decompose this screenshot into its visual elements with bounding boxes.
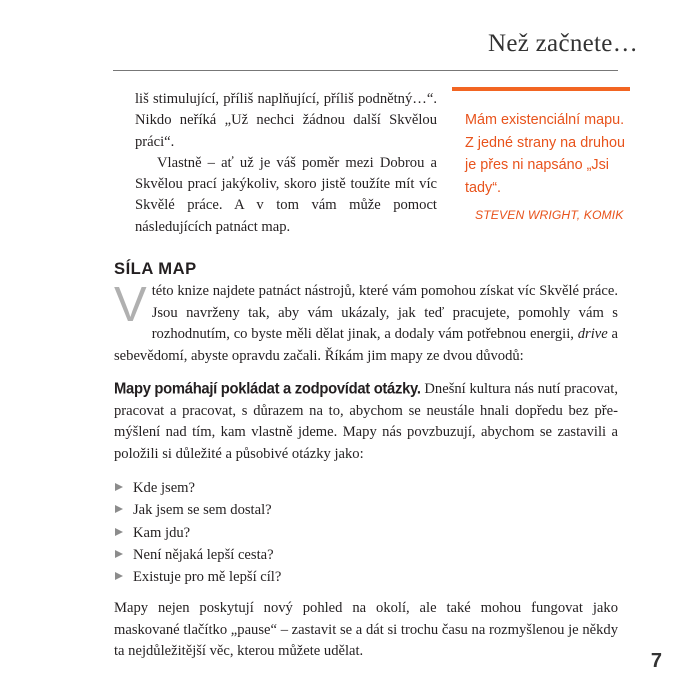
- list-item: Kam jdu?: [114, 522, 618, 544]
- paragraph-2-text: Dnešní kultura nás nutí pracovat, pracovat a pracovat, s důrazem na to, abychom se neustále hnali dopředu bez přemýšlení nad tím, kam vlastně jdeme. Mapy nás povzbuzují, abychom se zastavili a položili si důležité a působivé otázky jako:: [114, 381, 618, 462]
- triangle-bullet-icon: [115, 483, 123, 491]
- intro-paragraph-1: liš stimulující, příliš naplňující, příliš podnětný…“. Nikdo neříká „Už nechci žádnou další Skvělou práci“.: [135, 91, 437, 150]
- quote-author: STEVEN WRIGHT, KOMIK: [475, 208, 624, 222]
- italic-word: drive: [577, 326, 608, 342]
- drop-cap: V: [114, 278, 147, 332]
- triangle-bullet-icon: [115, 550, 123, 558]
- triangle-bullet-icon: [115, 528, 123, 536]
- quote-text: Mám existenciální mapu. Z jedné strany na druhou je přes ni napsáno „Jsi tady“.: [465, 112, 625, 196]
- paragraph-lead-in: Mapy pomáhají pokládat a zodpovídat otázky.: [114, 380, 421, 398]
- section-paragraph-3: Mapy nejen poskytují nový pohled na okolí, ale také mohou fungovat jako maskované tlačítko „pause“ – zastavit se a dát si trochu času na rozmyšlenou je někdy ta nejdůležitější věc, kterou můžete udělat.: [114, 600, 618, 660]
- section-heading: SÍLA MAP: [114, 259, 197, 278]
- page-number: 7: [650, 650, 662, 672]
- header-rule: [113, 70, 618, 71]
- section-body: [114, 278, 618, 663]
- triangle-bullet-icon: [115, 505, 123, 513]
- intro-column: [135, 89, 437, 238]
- running-head-title: Než začnete…: [487, 30, 638, 57]
- intro-paragraph-2: Vlastně – ať už je váš poměr mezi Dobrou a Skvělou prací jakýkoliv, skoro jistě toužíte mít víc Skvělé práce. A v tom vám může pomoct následujících patnáct map.: [135, 154, 437, 235]
- list-item: Existuje pro mě lepší cíl?: [114, 566, 618, 588]
- list-item: Není nějaká lepší cesta?: [114, 544, 618, 566]
- list-item: Kde jsem?: [114, 477, 618, 499]
- section-paragraph-2: [114, 379, 618, 465]
- sidebar-quote: [452, 87, 630, 222]
- triangle-bullet-icon: [115, 572, 123, 580]
- section-paragraph-1: [114, 278, 618, 367]
- paragraph-1-text: této knize najdete patnáct nástrojů, které vám pomohou získat víc Skvělé práce. Jsou navrženy tak, aby vám ukázaly, jak teď pracujete, pomohly vám s rozhodnutím, co byste měli dělat jinak, a dodaly vám potřebnou energii,: [151, 283, 618, 342]
- list-item: Jak jsem se sem dostal?: [114, 499, 618, 521]
- paragraph-1-end: a sebevědomí, abyste opravdu začali. Říkám jim mapy ze dvou důvodů:: [114, 326, 618, 364]
- question-list: [114, 477, 618, 588]
